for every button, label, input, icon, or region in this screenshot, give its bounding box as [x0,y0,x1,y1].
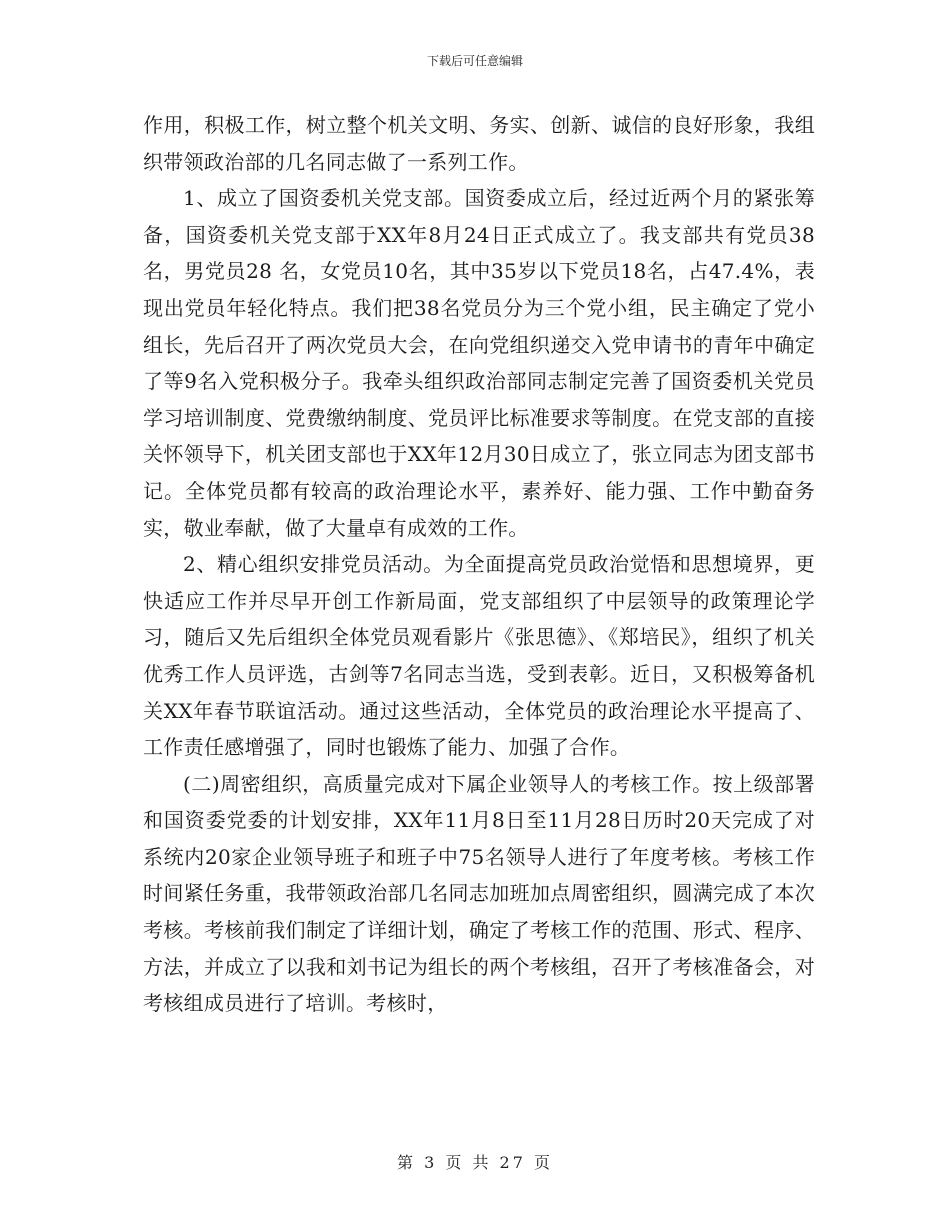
paragraph-continuation: 作用，积极工作，树立整个机关文明、务实、创新、诚信的良好形象，我组织带领政治部的几名同志做了一系列工作。 [143,113,815,174]
page-number-footer: 第 3 页 共 27 页 [397,1153,553,1172]
page-header-note: 下载后可任意编辑 [426,54,523,68]
paragraph-party-branch: 1、成立了国资委机关党支部。国资委成立后，经过近两个月的紧张筹备，国资委机关党支部于XX年8月24日正式成立了。我支部共有党员38名，男党员28 名，女党员10名，其中35岁以下党员18名，占47.4%，表现出党员年轻化特点。我们把38名党员分为三个党小组，民主确定了党小组长，先后召开了两次党员大会，在向党组织递交入党申请书的青年中确定了等9名入党积极分子。我牵头组织政治部同志制定完善了国资委机关党员学习培训制度、党费缴纳制度、党员评比标准要求等制度。在党支部的直接关怀领导下，机关团支部也于XX年12月30日成立了，张立同志为团支部书记。全体党员都有较高的政治理论水平，素养好、能力强、工作中勤奋务实，敬业奉献，做了大量卓有成效的工作。 [143,186,815,540]
paragraph-assessment: (二)周密组织，高质量完成对下属企业领导人的考核工作。按上级部署和国资委党委的计划安排，XX年11月8日至11月28日历时20天完成了对系统内20家企业领导班子和班子中75名领导人进行了年度考核。考核工作时间紧任务重，我带领政治部几名同志加班加点周密组织，圆满完成了本次考核。考核前我们制定了详细计划，确定了考核工作的范围、形式、程序、方法，并成立了以我和刘书记为组长的两个考核组，召开了考核准备会，对考核组成员进行了培训。考核时， [143,771,815,1016]
document-body [143,107,815,1022]
paragraph-member-activities: 2、精心组织安排党员活动。为全面提高党员政治觉悟和思想境界，更快适应工作并尽早开创工作新局面，党支部组织了中层领导的政策理论学习，随后又先后组织全体党员观看影片《张思德》、《郑培民》，组织了机关优秀工作人员评选，古剑等7名同志当选，受到表彰。近日，又积极筹备机关XX年春节联谊活动。通过这些活动，全体党员的政治理论水平提高了、工作责任感增强了，同时也锻炼了能力、加强了合作。 [143,552,815,760]
